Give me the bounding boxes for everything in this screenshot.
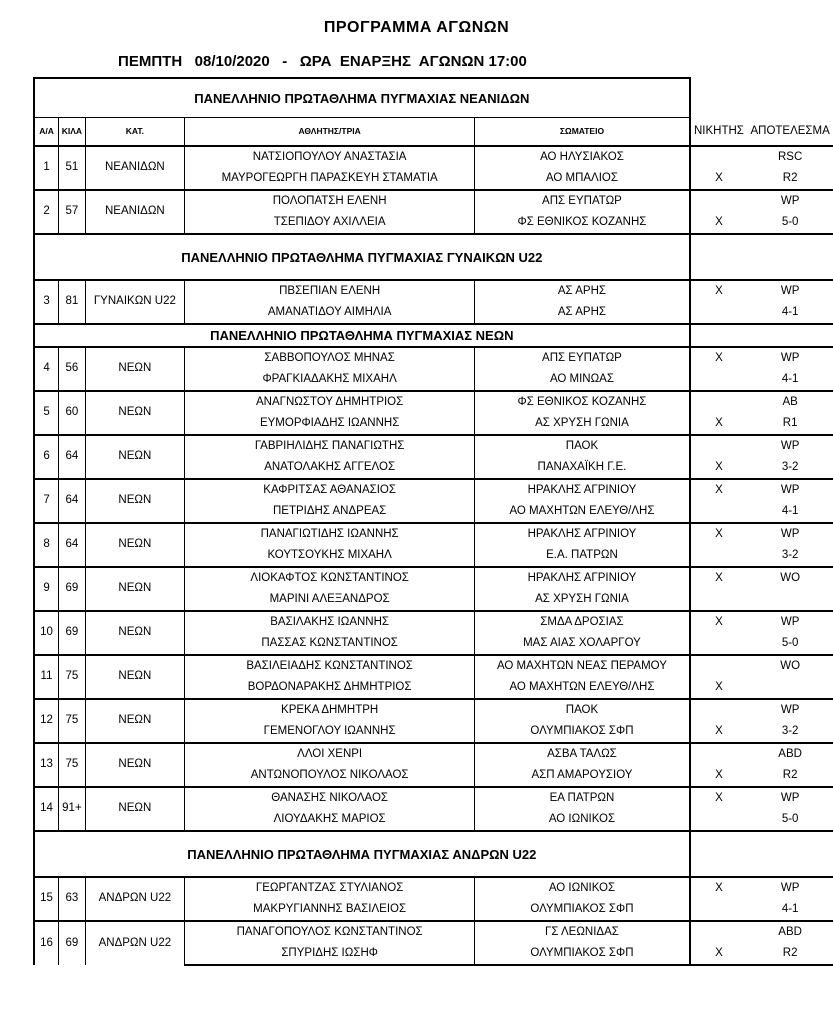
athlete-club: ΟΛΥΜΠΙΑΚΟΣ ΣΦΠ [475,899,690,921]
section-title: ΠΑΝΕΛΛΗΝΙΟ ΠΡΩΤΑΘΛΗΜΑ ΠΥΓΜΑΧΙΑΣ ΑΝΔΡΩΝ U22 [34,831,690,877]
section-title: ΠΑΝΕΛΛΗΝΙΟ ΠΡΩΤΑΘΛΗΜΑ ΠΥΓΜΑΧΙΑΣ ΝΕΑΝΙΔΩΝ [34,78,690,118]
bout-number: 4 [34,347,59,391]
column-header-kila: ΚΙΛΑ [59,118,86,147]
athlete-name: ΠΑΝΑΓΙΩΤΙΔΗΣ ΙΩΑΝΝΗΣ [184,523,474,545]
winner-mark [690,589,748,611]
winner-mark [690,146,748,168]
bout-weight: 51 [59,146,86,190]
bout-number: 9 [34,567,59,611]
winner-mark: X [690,523,748,545]
winner-mark [690,633,748,655]
bout-number: 14 [34,787,59,831]
bouts-table [33,77,833,966]
athlete-club: ΣΜΔΑ ΔΡΟΣΙΑΣ [475,611,690,633]
bout-number: 12 [34,699,59,743]
bout-category: ΝΕΩΝ [85,523,184,567]
winner-mark [690,743,748,765]
result-value: R2 [747,168,833,190]
athlete-name: ΓΕΜΕΝΟΓΛΟΥ ΙΩΑΝΝΗΣ [184,721,474,743]
winner-mark: X [690,347,748,369]
bout-category: ΑΝΔΡΩΝ U22 [85,921,184,965]
winner-mark: X [690,877,748,899]
section-title-row [34,234,833,280]
result-value: WP [747,523,833,545]
athlete-name: ΦΡΑΓΚΙΑΔΑΚΗΣ ΜΙΧΑΗΛ [184,369,474,391]
athlete-club: ΑΣΠ ΑΜΑΡΟΥΣΙΟΥ [475,765,690,787]
result-value: WP [747,877,833,899]
result-value: 5-0 [747,212,833,234]
bout-category: ΑΝΔΡΩΝ U22 [85,877,184,921]
column-header-nikitis: ΝΙΚΗΤΗΣ [693,124,744,137]
winner-mark: X [690,413,748,435]
bout-weight: 75 [59,743,86,787]
result-value: WP [747,435,833,457]
athlete-club: ΓΣ ΛΕΩΝΙΔΑΣ [475,921,690,943]
table-row [34,190,833,212]
winner-mark [690,899,748,921]
bout-weight: 75 [59,655,86,699]
table-row [34,391,833,413]
athlete-name: ΛΙΟΥΔΑΚΗΣ ΜΑΡΙΟΣ [184,809,474,831]
result-value: WO [747,567,833,589]
athlete-name: ΑΝΑΓΝΩΣΤΟΥ ΔΗΜΗΤΡΙΟΣ [184,391,474,413]
bout-category: ΝΕΩΝ [85,567,184,611]
result-value: R1 [747,413,833,435]
athlete-name: ΛΙΟΚΑΦΤΟΣ ΚΩΝΣΤΑΝΤΙΝΟΣ [184,567,474,589]
result-value: R2 [747,765,833,787]
column-header-apotelesma: ΑΠΟΤΕΛΕΣΜΑ [750,124,830,137]
bout-weight: 56 [59,347,86,391]
column-header-kat: ΚΑΤ. [85,118,184,147]
winner-mark [690,302,748,324]
table-row [34,699,833,721]
winner-mark [690,369,748,391]
result-value [747,589,833,611]
winner-mark: X [690,721,748,743]
table-row [34,921,833,943]
athlete-name: ΜΑΚΡΥΓΙΑΝΝΗΣ ΒΑΣΙΛΕΙΟΣ [184,899,474,921]
athlete-name: ΤΣΕΠΙΔΟΥ ΑΧΙΛΛΕΙΑ [184,212,474,234]
winner-mark: X [690,567,748,589]
result-value: 4-1 [747,302,833,324]
athlete-club: ΜΑΣ ΑΙΑΣ ΧΟΛΑΡΓΟΥ [475,633,690,655]
athlete-club: ΟΛΥΜΠΙΑΚΟΣ ΣΦΠ [475,721,690,743]
athlete-club: ΑΠΣ ΕΥΠΑΤΩΡ [475,190,690,212]
athlete-name: ΑΜΑΝΑΤΙΔΟΥ ΑΙΜΗΛΙΑ [184,302,474,324]
result-value: 5-0 [747,633,833,655]
winner-mark: X [690,765,748,787]
athlete-club: ΑΟ ΙΩΝΙΚΟΣ [475,809,690,831]
section-spacer [690,234,833,280]
result-value: 4-1 [747,369,833,391]
result-value: WP [747,280,833,302]
result-value: WP [747,347,833,369]
winner-mark [690,655,748,677]
winner-mark: X [690,457,748,479]
bout-weight: 75 [59,699,86,743]
athlete-name: ΒΑΣΙΛΕΙΑΔΗΣ ΚΩΝΣΤΑΝΤΙΝΟΣ [184,655,474,677]
winner-mark [690,809,748,831]
bout-category: ΝΕΩΝ [85,391,184,435]
athlete-club: ΠΑΟΚ [475,435,690,457]
bout-number: 16 [34,921,59,965]
athlete-club: ΑΣ ΧΡΥΣΗ ΓΩΝΙΑ [475,589,690,611]
section-title-row [34,78,833,118]
result-value [747,677,833,699]
result-value: 4-1 [747,899,833,921]
athlete-name: ΘΑΝΑΣΗΣ ΝΙΚΟΛΑΟΣ [184,787,474,809]
bout-number: 11 [34,655,59,699]
section-spacer [690,831,833,877]
bout-weight: 69 [59,567,86,611]
column-header-somateio: ΣΩΜΑΤΕΙΟ [475,118,690,147]
athlete-name: ΚΑΦΡΙΤΣΑΣ ΑΘΑΝΑΣΙΟΣ [184,479,474,501]
athlete-club: ΑΟ ΜΠΑΛΙΟΣ [475,168,690,190]
bout-category: ΝΕΩΝ [85,479,184,523]
bout-weight: 60 [59,391,86,435]
athlete-club: ΑΣ ΑΡΗΣ [475,280,690,302]
table-row [34,655,833,677]
result-value: 3-2 [747,721,833,743]
winner-mark: X [690,212,748,234]
table-row [34,146,833,168]
athlete-club: ΗΡΑΚΛΗΣ ΑΓΡΙΝΙΟΥ [475,479,690,501]
bout-number: 3 [34,280,59,324]
bout-number: 8 [34,523,59,567]
result-value: WP [747,479,833,501]
athlete-name: ΒΟΡΔΟΝΑΡΑΚΗΣ ΔΗΜΗΤΡΙΟΣ [184,677,474,699]
athlete-club: ΑΟ ΜΑΧΗΤΩΝ ΕΛΕΥΘ/ΛΗΣ [475,677,690,699]
result-value: ABD [747,921,833,943]
section-title: ΠΑΝΕΛΛΗΝΙΟ ΠΡΩΤΑΘΛΗΜΑ ΠΥΓΜΑΧΙΑΣ ΓΥΝΑΙΚΩΝ U22 [34,234,690,280]
winner-mark: X [690,479,748,501]
athlete-club: ΑΟ ΙΩΝΙΚΟΣ [475,877,690,899]
athlete-club: ΠΑΝΑΧΑΪΚΗ Γ.Ε. [475,457,690,479]
bout-category: ΝΕΩΝ [85,743,184,787]
section-title-row [34,831,833,877]
bout-category: ΓΥΝΑΙΚΩΝ U22 [85,280,184,324]
table-row [34,743,833,765]
athlete-club: ΟΛΥΜΠΙΑΚΟΣ ΣΦΠ [475,943,690,965]
page-title: ΠΡΟΓΡΑΜΜΑ ΑΓΩΝΩΝ [323,19,510,36]
athlete-name: ΠΕΤΡΙΔΗΣ ΑΝΔΡΕΑΣ [184,501,474,523]
athlete-name: ΠΒΣΕΠΙΑΝ ΕΛΕΝΗ [184,280,474,302]
column-header-athlitis: ΑΘΛΗΤΗΣ/ΤΡΙΑ [184,118,474,147]
athlete-club: ΑΟ ΗΛΥΣΙΑΚΟΣ [475,146,690,168]
column-header-aa: Α/Α [34,118,59,147]
athlete-name: ΜΑΥΡΟΓΕΩΡΓΗ ΠΑΡΑΣΚΕΥΗ ΣΤΑΜΑΤΙΑ [184,168,474,190]
winner-mark: X [690,611,748,633]
athlete-club: ΠΑΟΚ [475,699,690,721]
athlete-name: ΠΑΣΣΑΣ ΚΩΝΣΤΑΝΤΙΝΟΣ [184,633,474,655]
winner-mark [690,699,748,721]
result-value: ABD [747,743,833,765]
bout-weight: 91+ [59,787,86,831]
bout-category: ΝΕΩΝ [85,787,184,831]
header-row [34,118,833,147]
winner-mark: X [690,943,748,965]
table-row [34,435,833,457]
table-row [34,479,833,501]
bout-weight: 64 [59,479,86,523]
athlete-club: ΑΣ ΧΡΥΣΗ ΓΩΝΙΑ [475,413,690,435]
athlete-name: ΑΝΑΤΟΛΑΚΗΣ ΑΓΓΕΛΟΣ [184,457,474,479]
bout-number: 1 [34,146,59,190]
athlete-name: ΣΠΥΡΙΔΗΣ ΙΩΣΗΦ [184,943,474,965]
result-value: R2 [747,943,833,965]
winner-mark: X [690,168,748,190]
bout-weight: 57 [59,190,86,234]
athlete-club: ΗΡΑΚΛΗΣ ΑΓΡΙΝΙΟΥ [475,567,690,589]
athlete-name: ΓΑΒΡΙΗΛΙΔΗΣ ΠΑΝΑΓΙΩΤΗΣ [184,435,474,457]
athlete-club: ΑΠΣ ΕΥΠΑΤΩΡ [475,347,690,369]
winner-mark [690,921,748,943]
section-spacer [690,78,833,118]
athlete-club: ΑΣ ΑΡΗΣ [475,302,690,324]
bout-weight: 69 [59,611,86,655]
bout-weight: 64 [59,523,86,567]
result-value: WP [747,787,833,809]
athlete-name: ΛΛΟΙ ΧΕΝΡΙ [184,743,474,765]
bout-category: ΝΕΩΝ [85,699,184,743]
athlete-name: ΚΡΕΚΑ ΔΗΜΗΤΡΗ [184,699,474,721]
result-value: 3-2 [747,457,833,479]
bout-weight: 81 [59,280,86,324]
winner-mark: X [690,677,748,699]
section-title-row [34,324,833,347]
winner-mark [690,545,748,567]
bout-number: 10 [34,611,59,655]
athlete-name: ΚΟΥΤΣΟΥΚΗΣ ΜΙΧΑΗΛ [184,545,474,567]
bout-number: 7 [34,479,59,523]
winner-mark [690,190,748,212]
bout-category: ΝΕΩΝ [85,611,184,655]
athlete-name: ΣΑΒΒΟΠΟΥΛΟΣ ΜΗΝΑΣ [184,347,474,369]
winner-mark: X [690,280,748,302]
table-row [34,523,833,545]
athlete-club: ΑΟ ΜΑΧΗΤΩΝ ΝΕΑΣ ΠΕΡΑΜΟΥ [475,655,690,677]
result-value: WO [747,655,833,677]
winner-mark [690,391,748,413]
result-value: WP [747,699,833,721]
bout-category: ΝΕΑΝΙΔΩΝ [85,190,184,234]
athlete-club: ΦΣ ΕΘΝΙΚΟΣ ΚΟΖΑΝΗΣ [475,212,690,234]
table-row [34,611,833,633]
result-value: 4-1 [747,501,833,523]
table-row [34,877,833,899]
athlete-name: ΕΥΜΟΡΦΙΑΔΗΣ ΙΩΑΝΝΗΣ [184,413,474,435]
table-row [34,280,833,302]
bout-category: ΝΕΑΝΙΔΩΝ [85,146,184,190]
winner-mark: X [690,787,748,809]
schedule-subtitle: ΠΕΜΠΤΗ 08/10/2020 - ΩΡΑ ΕΝΑΡΞΗΣ ΑΓΩΝΩΝ 17:00 [118,53,527,70]
athlete-name: ΜΑΡΙΝΙ ΑΛΕΞΑΝΔΡΟΣ [184,589,474,611]
bout-weight: 63 [59,877,86,921]
athlete-club: Ε.Α. ΠΑΤΡΩΝ [475,545,690,567]
result-value: RSC [747,146,833,168]
result-value: WP [747,611,833,633]
athlete-name: ΒΑΣΙΛΑΚΗΣ ΙΩΑΝΝΗΣ [184,611,474,633]
athlete-club: ΑΣΒΑ ΤΑΛΩΣ [475,743,690,765]
bout-category: ΝΕΩΝ [85,347,184,391]
bout-weight: 64 [59,435,86,479]
athlete-name: ΓΕΩΡΓΑΝΤΖΑΣ ΣΤΥΛΙΑΝΟΣ [184,877,474,899]
winner-mark [690,501,748,523]
section-title: ΠΑΝΕΛΛΗΝΙΟ ΠΡΩΤΑΘΛΗΜΑ ΠΥΓΜΑΧΙΑΣ ΝΕΩΝ [34,324,690,347]
athlete-club: ΕΑ ΠΑΤΡΩΝ [475,787,690,809]
athlete-name: ΝΑΤΣΙΟΠΟΥΛΟΥ ΑΝΑΣΤΑΣΙΑ [184,146,474,168]
bout-category: ΝΕΩΝ [85,435,184,479]
section-spacer [690,324,833,347]
table-row [34,567,833,589]
result-value: 3-2 [747,545,833,567]
athlete-name: ΑΝΤΩΝΟΠΟΥΛΟΣ ΝΙΚΟΛΑΟΣ [184,765,474,787]
bout-number: 6 [34,435,59,479]
athlete-club: ΑΟ ΜΙΝΩΑΣ [475,369,690,391]
athlete-name: ΠΟΛΟΠΑΤΣΗ ΕΛΕΝΗ [184,190,474,212]
bout-number: 2 [34,190,59,234]
result-value: 5-0 [747,809,833,831]
result-value: AB [747,391,833,413]
bout-number: 15 [34,877,59,921]
athlete-club: ΦΣ ΕΘΝΙΚΟΣ ΚΟΖΑΝΗΣ [475,391,690,413]
athlete-name: ΠΑΝΑΓΟΠΟΥΛΟΣ ΚΩΝΣΤΑΝΤΙΝΟΣ [184,921,474,943]
athlete-club: ΑΟ ΜΑΧΗΤΩΝ ΕΛΕΥΘ/ΛΗΣ [475,501,690,523]
table-row [34,347,833,369]
result-value: WP [747,190,833,212]
bout-number: 13 [34,743,59,787]
bout-weight: 69 [59,921,86,965]
athlete-club: ΗΡΑΚΛΗΣ ΑΓΡΙΝΙΟΥ [475,523,690,545]
winner-mark [690,435,748,457]
bout-category: ΝΕΩΝ [85,655,184,699]
table-row [34,787,833,809]
bout-number: 5 [34,391,59,435]
